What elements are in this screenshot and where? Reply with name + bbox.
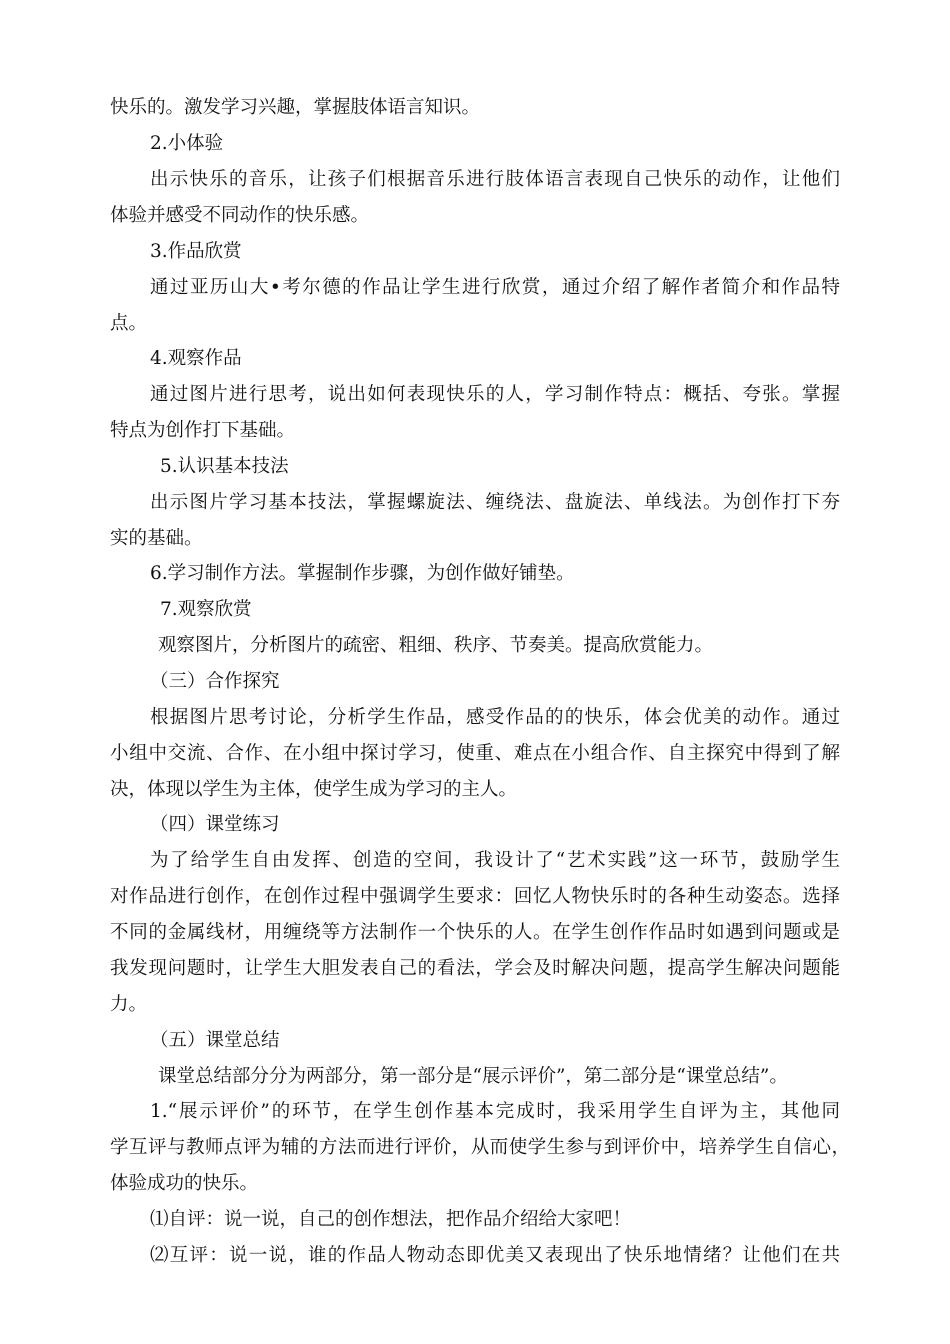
paragraph-line: 对作品进行创作，在创作过程中强调学生要求：回忆人物快乐时的各种生动姿态。选择	[110, 886, 840, 907]
paragraph-line: 力。	[110, 994, 148, 1015]
section-heading: 2.小体验	[150, 133, 224, 154]
paragraph-line: 体验成功的快乐。	[110, 1173, 259, 1194]
list-item: ⑴自评：说一说，自己的创作想法，把作品介绍给大家吧！	[150, 1209, 632, 1230]
paragraph-line: 观察图片，分析图片的疏密、粗细、秩序、节奏美。提高欣赏能力。	[158, 635, 714, 656]
paragraph-line: 为了给学生自由发挥、创造的空间，我设计了“艺术实践”这一环节，鼓励学生	[150, 850, 840, 871]
paragraph-line: 课堂总结部分分为两部分，第一部分是“展示评价”，第二部分是“课堂总结”。	[158, 1066, 788, 1087]
paragraph-line: 出示快乐的音乐，让孩子们根据音乐进行肢体语言表现自己快乐的动作，让他们	[150, 169, 840, 190]
section-heading: （四）课堂练习	[150, 814, 280, 835]
section-heading: （五）课堂总结	[150, 1030, 280, 1051]
section-heading: 7.观察欣赏	[160, 599, 252, 620]
section-heading: 4.观察作品	[150, 348, 242, 369]
paragraph-line: 特点为创作打下基础。	[110, 420, 296, 441]
paragraph-line: 不同的金属线材，用缠绕等方法制作一个快乐的人。在学生创作作品时如遇到问题或是	[110, 922, 840, 943]
paragraph-line: 通过亚历山大•考尔德的作品让学生进行欣赏，通过介绍了解作者简介和作品特	[150, 277, 840, 298]
paragraph-line: 快乐的。激发学习兴趣，掌握肢体语言知识。	[110, 97, 481, 118]
section-heading: 6.学习制作方法。掌握制作步骤，为创作做好铺垫。	[150, 563, 575, 584]
paragraph-line: 出示图片学习基本技法，掌握螺旋法、缠绕法、盘旋法、单线法。为创作打下夯	[150, 492, 840, 513]
paragraph-line: 实的基础。	[110, 528, 203, 549]
list-item: ⑵互评：说一说，谁的作品人物动态即优美又表现出了快乐地情绪？让他们在共	[150, 1245, 840, 1266]
paragraph-line: 学互评与教师点评为辅的方法而进行评价，从而使学生参与到评价中，培养学生自信心，	[110, 1137, 850, 1158]
section-heading: 3.作品欣赏	[150, 241, 242, 262]
paragraph-line: 我发现问题时，让学生大胆发表自己的看法，学会及时解决问题，提高学生解决问题能	[110, 958, 840, 979]
paragraph-line: 小组中交流、合作、在小组中探讨学习，使重、难点在小组合作、自主探究中得到了解	[110, 743, 840, 764]
section-heading: 5.认识基本技法	[160, 456, 289, 477]
paragraph-line: 点。	[110, 313, 148, 334]
paragraph-line: 通过图片进行思考，说出如何表现快乐的人，学习制作特点：概括、夸张。掌握	[150, 384, 840, 405]
paragraph-line: 1.“展示评价”的环节，在学生创作基本完成时，我采用学生自评为主，其他同	[150, 1101, 840, 1122]
paragraph-line: 根据图片思考讨论，分析学生作品，感受作品的的快乐，体会优美的动作。通过	[150, 707, 840, 728]
section-heading: （三）合作探究	[150, 671, 280, 692]
paragraph-line: 体验并感受不同动作的快乐感。	[110, 205, 370, 226]
paragraph-line: 决，体现以学生为主体，使学生成为学习的主人。	[110, 779, 518, 800]
